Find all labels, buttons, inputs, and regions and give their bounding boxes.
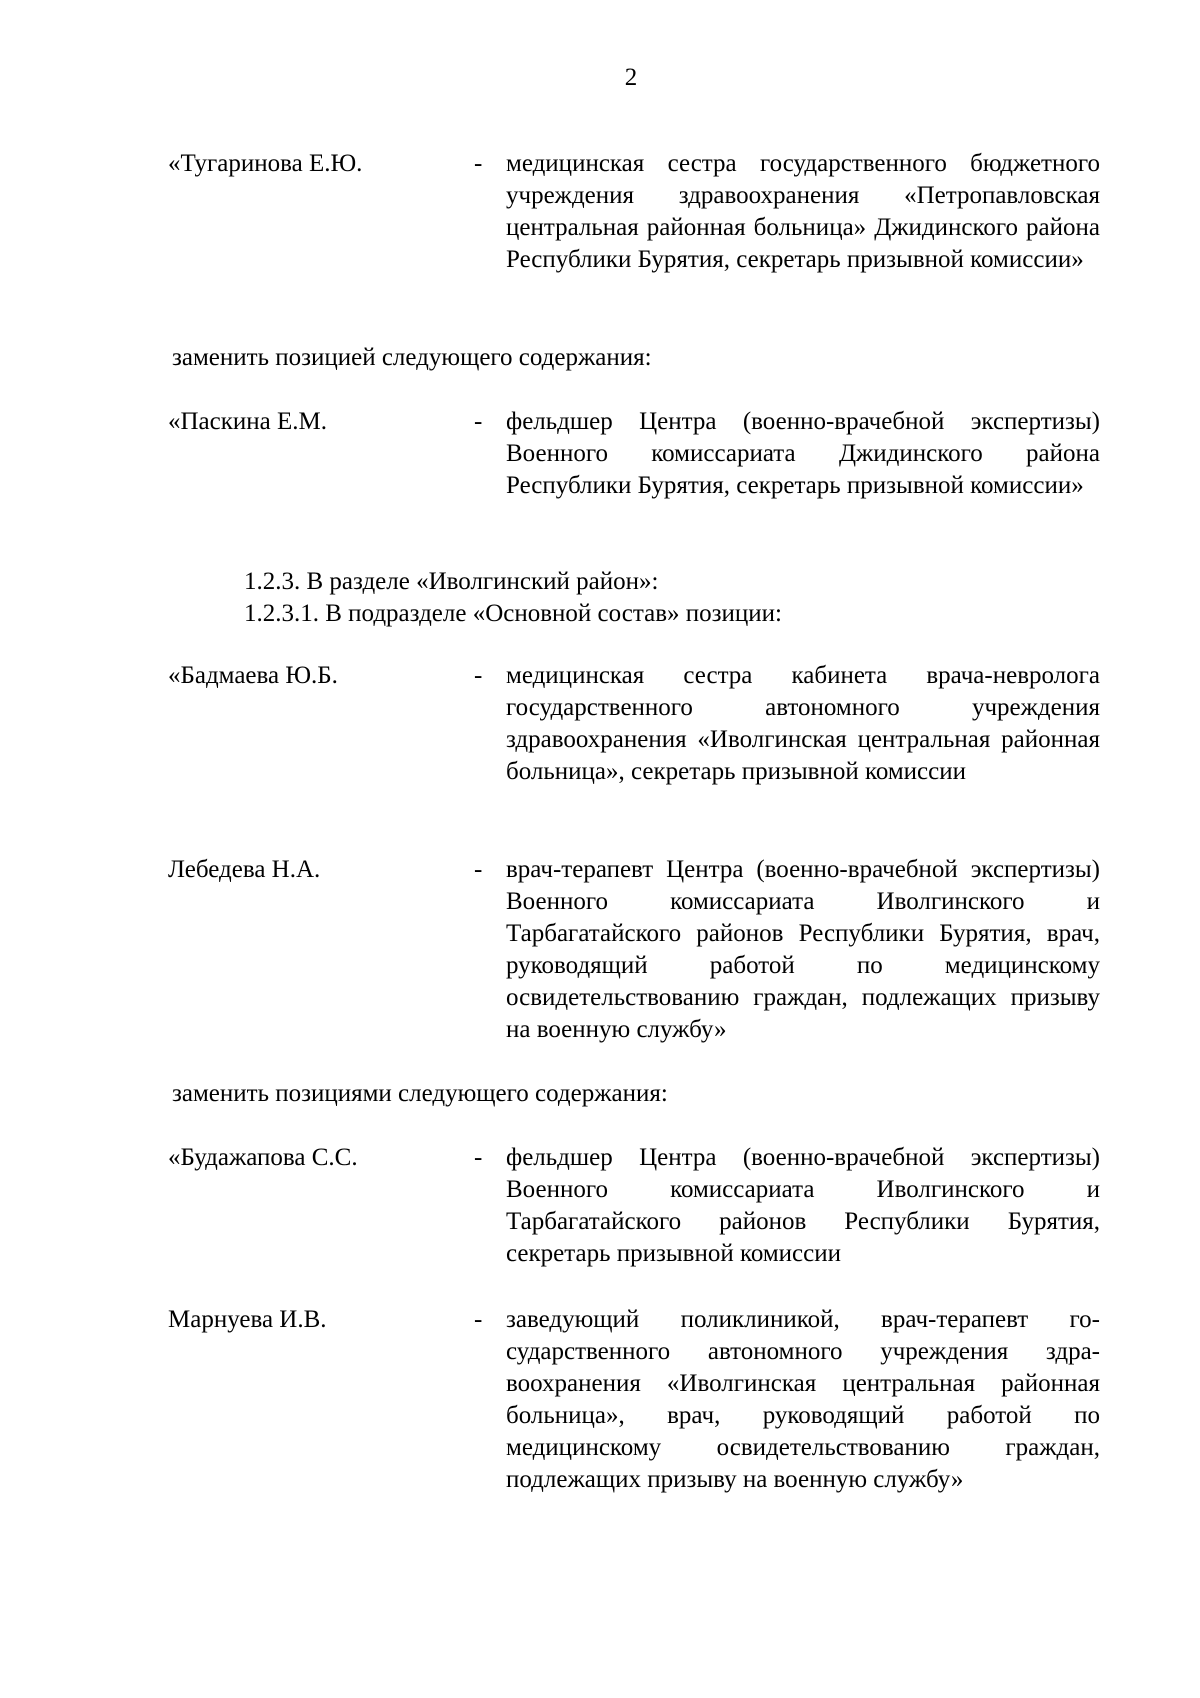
entry-description: медицинская сестра государственного бюджетного учреждения здравоохранения «Петропавловская центральная районная больница» Джидинского района Республики Бурятия, секретарь призывной комиссии» bbox=[506, 150, 1100, 273]
entry-name: «Тугаринова Е.Ю. bbox=[168, 150, 363, 177]
entry-description: заведующий поликлиникой, врач-терапевт государственного автономного учреждения здравоохранения «Иволгинская центральная районная больница», врач, руководящий работой по медицинскому освидетельствованию граждан, подлежащих призыву на военную службу» bbox=[506, 1306, 1100, 1493]
section-heading: 1.2.3. В разделе «Иволгинский район»: bbox=[244, 568, 659, 595]
entry-name: «Будажапова С.С. bbox=[168, 1144, 358, 1171]
entry-description: медицинская сестра кабинета врача-невролога государственного автономного учреждения здравоохранения «Иволгинская центральная районная больница», секретарь призывной комиссии bbox=[506, 662, 1100, 785]
entry-description: фельдшер Центра (военно-врачебной экспертизы) Военного комиссариата Джидинского района Республики Бурятия, секретарь призывной комиссии» bbox=[506, 408, 1100, 499]
entry-tugarinova bbox=[168, 148, 1100, 276]
entry-lebedeva bbox=[168, 854, 1100, 1046]
entry-dash: - bbox=[474, 1306, 483, 1333]
entry-dash: - bbox=[474, 662, 483, 689]
entry-name: Лебедева Н.А. bbox=[168, 856, 321, 883]
entry-marnueva bbox=[168, 1304, 1100, 1496]
entry-dash: - bbox=[474, 1144, 483, 1171]
subsection-heading: 1.2.3.1. В подразделе «Основной состав» позиции: bbox=[244, 600, 782, 627]
entry-name: «Паскина Е.М. bbox=[168, 408, 327, 435]
entry-badmaeva bbox=[168, 660, 1100, 788]
entry-dash: - bbox=[474, 150, 483, 177]
entry-budazhapova bbox=[168, 1142, 1100, 1270]
entry-name: Марнуева И.В. bbox=[168, 1306, 327, 1333]
replace-single-instruction: заменить позицией следующего содержания: bbox=[172, 344, 652, 371]
entry-description: фельдшер Центра (военно-врачебной экспертизы) Военного комиссариата Иволгинского и Тарбагатайского районов Республики Бурятия, секретарь призывной комиссии bbox=[506, 1144, 1100, 1267]
entry-dash: - bbox=[474, 856, 483, 883]
entry-dash: - bbox=[474, 408, 483, 435]
replace-multiple-instruction: заменить позициями следующего содержания: bbox=[172, 1080, 668, 1107]
entry-paskina bbox=[168, 406, 1100, 502]
entry-description: врач-терапевт Центра (военно-врачебной экспертизы) Военного комиссариата Иволгинского и Тарбагатайского районов Республики Бурятия, врач, руководящий работой по медицинскому освидетельствованию граждан, подлежащих призыву на военную службу» bbox=[506, 856, 1100, 1043]
page-number: 2 bbox=[624, 64, 638, 91]
entry-name: «Бадмаева Ю.Б. bbox=[168, 662, 338, 689]
